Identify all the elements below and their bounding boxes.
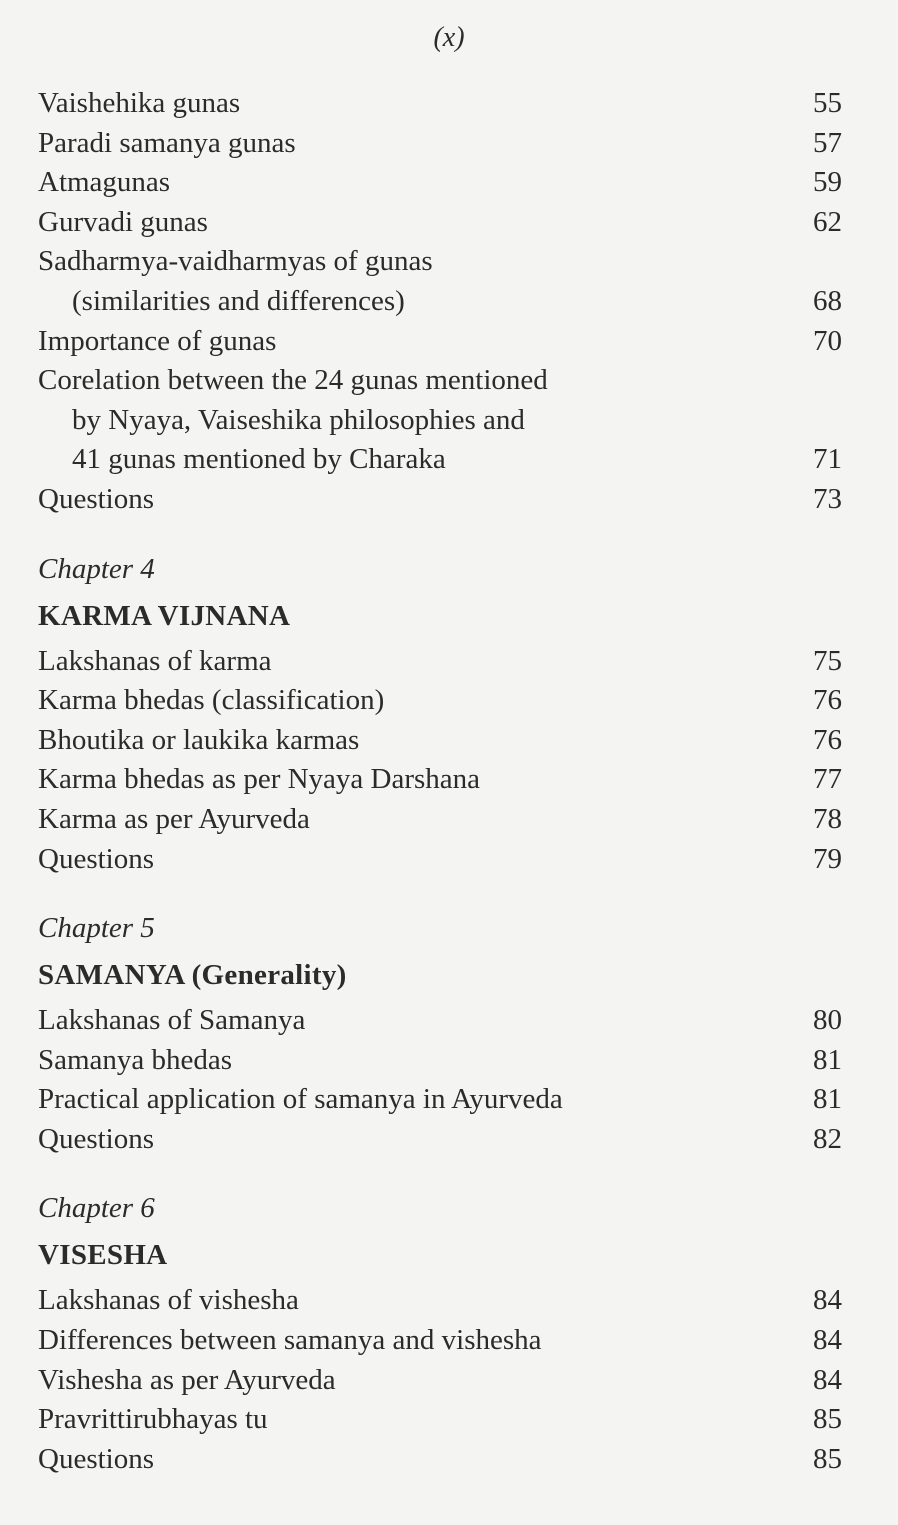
toc-entry-page: 76 bbox=[813, 723, 842, 756]
chapter-title: SAMANYA (Generality) bbox=[38, 959, 347, 992]
chapter-title: KARMA VIJNANA bbox=[38, 599, 291, 632]
toc-entry bbox=[38, 242, 842, 282]
toc-entry-page: 68 bbox=[813, 284, 842, 317]
toc-entry-page: 84 bbox=[813, 1284, 842, 1317]
toc-entry-page: 73 bbox=[813, 482, 842, 515]
toc-entry-page: 80 bbox=[813, 1004, 842, 1037]
toc-entry bbox=[38, 1440, 842, 1480]
toc-entry-title: Importance of gunas bbox=[38, 324, 277, 357]
toc-entry-title: Pravrittirubhayas tu bbox=[38, 1403, 268, 1436]
toc-entry-title: by Nyaya, Vaiseshika philosophies and bbox=[72, 403, 525, 436]
toc-entry bbox=[38, 1281, 842, 1321]
toc-entry-title: Samanya bhedas bbox=[38, 1043, 233, 1076]
toc-entry-page: 75 bbox=[813, 644, 842, 677]
toc-entry-title: Lakshanas of vishesha bbox=[38, 1284, 299, 1317]
toc-entry-page: 81 bbox=[813, 1043, 842, 1076]
toc-entry bbox=[38, 361, 842, 401]
toc-entry bbox=[38, 440, 842, 480]
toc-entry-page: 84 bbox=[813, 1324, 842, 1357]
toc-entry bbox=[38, 681, 842, 721]
toc-entry bbox=[38, 84, 842, 124]
toc-entry-page: 81 bbox=[813, 1083, 842, 1116]
toc-entry bbox=[38, 282, 842, 322]
chapter-title: VISESHA bbox=[38, 1239, 168, 1272]
toc-entry-title: Corelation between the 24 gunas mentioned bbox=[38, 364, 548, 397]
toc-entry-title: Vishesha as per Ayurveda bbox=[38, 1363, 336, 1396]
chapter-section bbox=[38, 1185, 842, 1479]
toc-entry-page: 79 bbox=[813, 842, 842, 875]
chapter-section bbox=[38, 905, 842, 1159]
toc-entry-page: 62 bbox=[813, 205, 842, 238]
page-number: (x) bbox=[433, 22, 465, 53]
toc-entry bbox=[38, 1001, 842, 1041]
toc-entry-title: Questions bbox=[38, 482, 154, 515]
toc-entry bbox=[38, 1041, 842, 1081]
toc-entry-page: 78 bbox=[813, 802, 842, 835]
toc-entry-title: Questions bbox=[38, 1442, 154, 1475]
toc-entry-page: 85 bbox=[813, 1442, 842, 1475]
toc-entry bbox=[38, 721, 842, 761]
toc-entry bbox=[38, 401, 842, 441]
toc-entry-title: Atmagunas bbox=[38, 166, 171, 199]
toc-entry bbox=[38, 124, 842, 164]
toc-entry-title: Questions bbox=[38, 842, 154, 875]
toc-entry-page: 76 bbox=[813, 684, 842, 717]
toc-entry bbox=[38, 760, 842, 800]
toc-entry bbox=[38, 1080, 842, 1120]
toc-entry-title: Lakshanas of Samanya bbox=[38, 1004, 306, 1037]
toc-entry-page: 57 bbox=[813, 126, 842, 159]
toc-entry-page: 85 bbox=[813, 1403, 842, 1436]
chapter-label: Chapter 5 bbox=[38, 912, 155, 945]
toc-entry-page: 82 bbox=[813, 1122, 842, 1155]
toc-entry bbox=[38, 480, 842, 520]
toc-entry-title: Karma bhedas as per Nyaya Darshana bbox=[38, 763, 481, 796]
toc-entry-title: Questions bbox=[38, 1122, 154, 1155]
toc-entry bbox=[38, 1120, 842, 1160]
toc-entry bbox=[38, 1321, 842, 1361]
chapter-section bbox=[38, 546, 842, 880]
toc-entry bbox=[38, 840, 842, 880]
table-of-contents bbox=[38, 84, 842, 1479]
toc-entry-page: 71 bbox=[813, 443, 842, 476]
toc-entry-page: 59 bbox=[813, 166, 842, 199]
toc-entry bbox=[38, 203, 842, 243]
toc-entry-page: 55 bbox=[813, 87, 842, 119]
toc-entry-title: Karma bhedas (classification) bbox=[38, 684, 385, 717]
toc-entry-page: 77 bbox=[813, 763, 842, 796]
toc-entry bbox=[38, 642, 842, 682]
toc-entry-title: Sadharmya-vaidharmyas of gunas bbox=[38, 245, 433, 278]
toc-entry-title: Gurvadi gunas bbox=[38, 205, 208, 238]
toc-entry-title: (similarities and differences) bbox=[72, 284, 405, 317]
toc-entry bbox=[38, 1361, 842, 1401]
toc-entry-title: Vaishehika gunas bbox=[38, 87, 241, 119]
toc-entry-title: Differences between samanya and vishesha bbox=[38, 1324, 542, 1357]
toc-entry bbox=[38, 800, 842, 840]
chapter-label: Chapter 6 bbox=[38, 1192, 155, 1225]
toc-entry-title: Paradi samanya gunas bbox=[38, 126, 296, 159]
toc-entry-title: 41 gunas mentioned by Charaka bbox=[72, 443, 446, 476]
toc-entry-title: Practical application of samanya in Ayurveda bbox=[38, 1083, 563, 1116]
toc-entry bbox=[38, 163, 842, 203]
toc-entry-title: Lakshanas of karma bbox=[38, 644, 272, 677]
toc-entry-page: 84 bbox=[813, 1363, 842, 1396]
toc-entry-page: 70 bbox=[813, 324, 842, 357]
toc-entry-title: Bhoutika or laukika karmas bbox=[38, 723, 360, 756]
chapter-label: Chapter 4 bbox=[38, 552, 155, 585]
toc-entry bbox=[38, 1400, 842, 1440]
toc-entry bbox=[38, 322, 842, 362]
continued-section bbox=[38, 84, 842, 520]
toc-entry-title: Karma as per Ayurveda bbox=[38, 802, 310, 835]
